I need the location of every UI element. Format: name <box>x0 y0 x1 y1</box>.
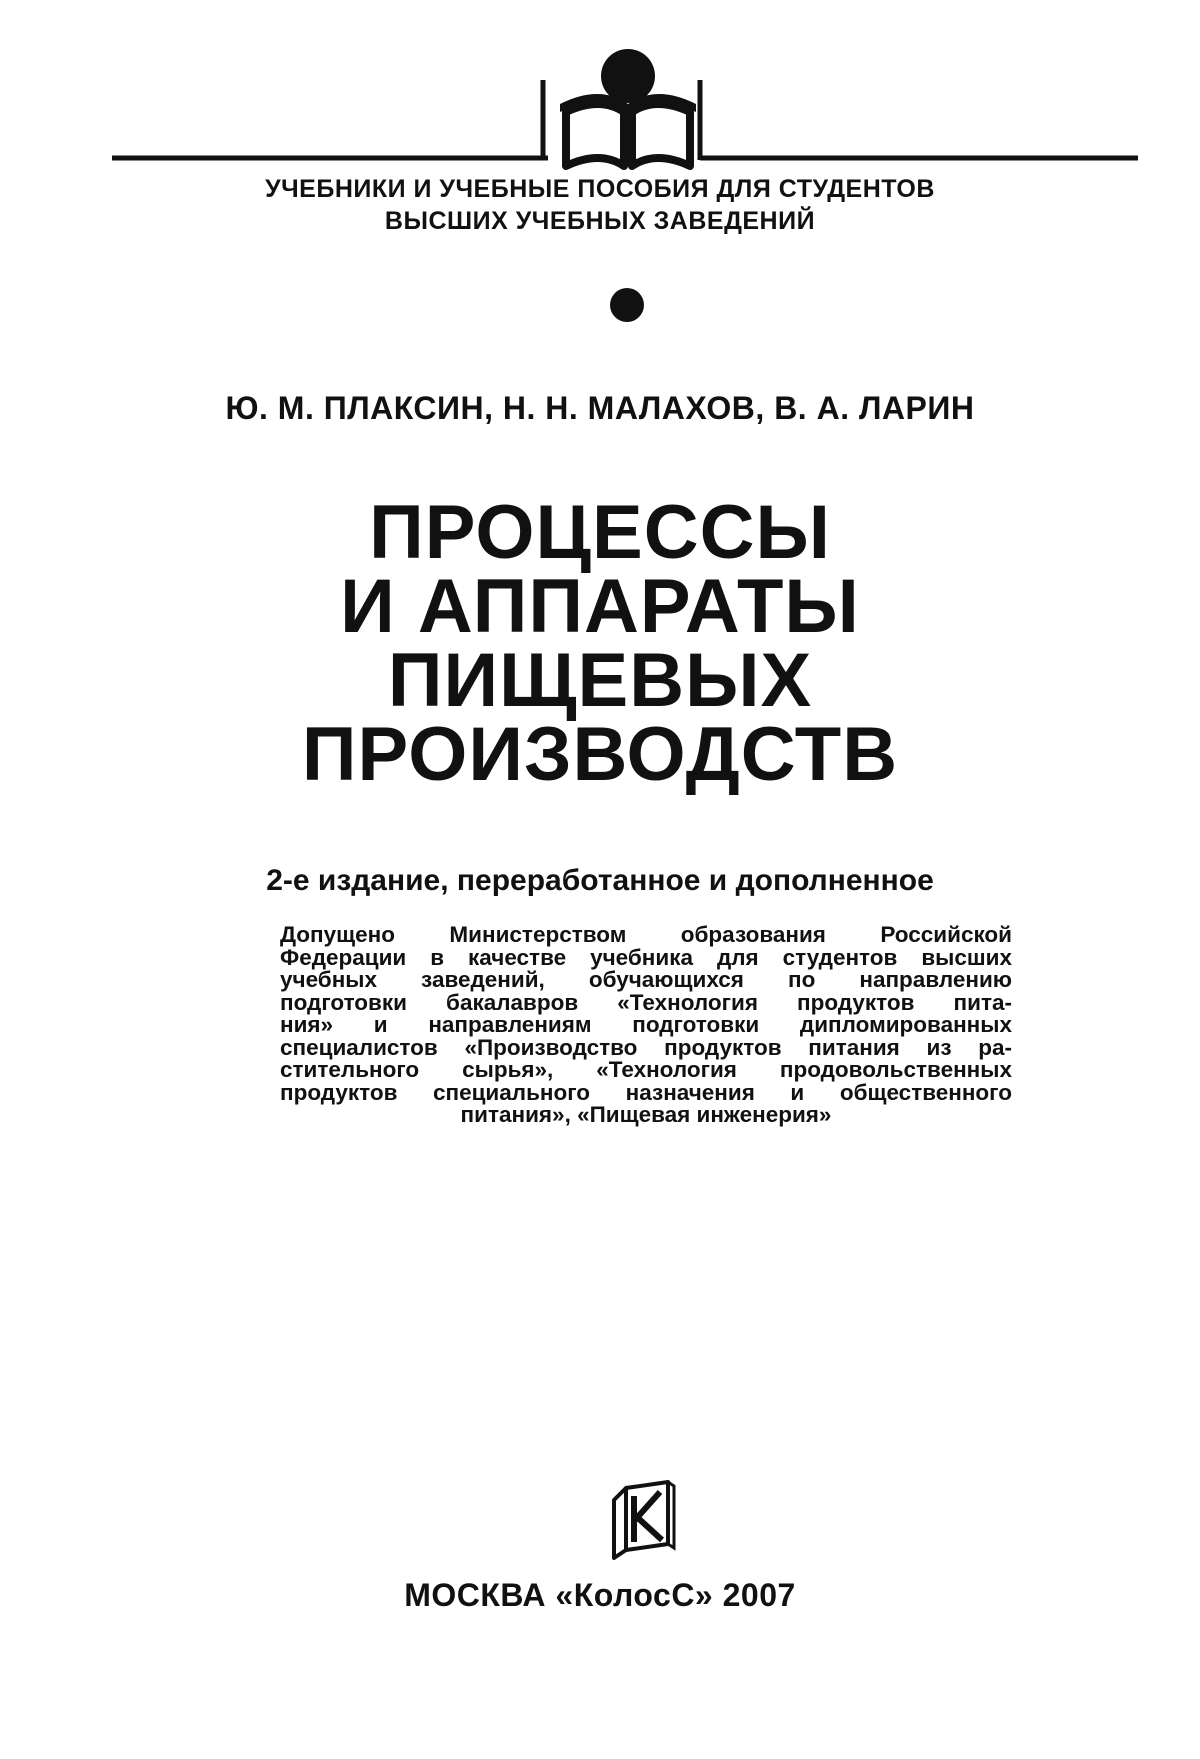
approval-line: подготовки бакалавров «Технология продуктов пита- <box>280 989 1012 1015</box>
authors: Ю. М. ПЛАКСИН, Н. Н. МАЛАХОВ, В. А. ЛАРИН <box>225 390 975 426</box>
book-title <box>0 490 1200 797</box>
publisher-imprint: МОСКВА «КолосС» 2007 <box>404 1577 796 1613</box>
title-line-1: ПРОЦЕССЫ <box>369 490 831 575</box>
series-line-1: УЧЕБНИКИ И УЧЕБНЫЕ ПОСОБИЯ ДЛЯ СТУДЕНТОВ <box>265 175 935 203</box>
title-line-2: И АППАРАТЫ <box>340 564 860 649</box>
approval-statement <box>280 924 1012 1127</box>
title-line-3: ПИЩЕВЫХ <box>387 638 813 723</box>
approval-line: Федерации в качестве учебника для студентов высших <box>280 944 1012 970</box>
approval-line: стительного сырья», «Технология продовольственных <box>280 1057 1012 1082</box>
approval-line: питания», «Пищевая инженерия» <box>460 1102 832 1127</box>
approval-line: продуктов специального назначения и общественного <box>280 1079 1012 1105</box>
approval-line: Допущено Министерством образования Российской <box>280 922 1012 947</box>
approval-line: ния» и направлениям подготовки дипломированных <box>280 1012 1012 1037</box>
edition-note: 2-е издание, переработанное и дополненное <box>266 864 934 897</box>
series-line-2: ВЫСШИХ УЧЕБНЫХ ЗАВЕДЕНИЙ <box>384 207 816 235</box>
reader-with-book-emblem-icon <box>0 0 1200 180</box>
bullet-dot <box>610 288 644 322</box>
approval-line: специалистов «Производство продуктов питания из ра- <box>280 1034 1012 1060</box>
kolos-publisher-logo-icon <box>608 1478 678 1560</box>
title-line-4: ПРОИЗВОДСТВ <box>301 712 899 797</box>
approval-line: учебных заведений, обучающихся по направлению <box>280 967 1012 992</box>
